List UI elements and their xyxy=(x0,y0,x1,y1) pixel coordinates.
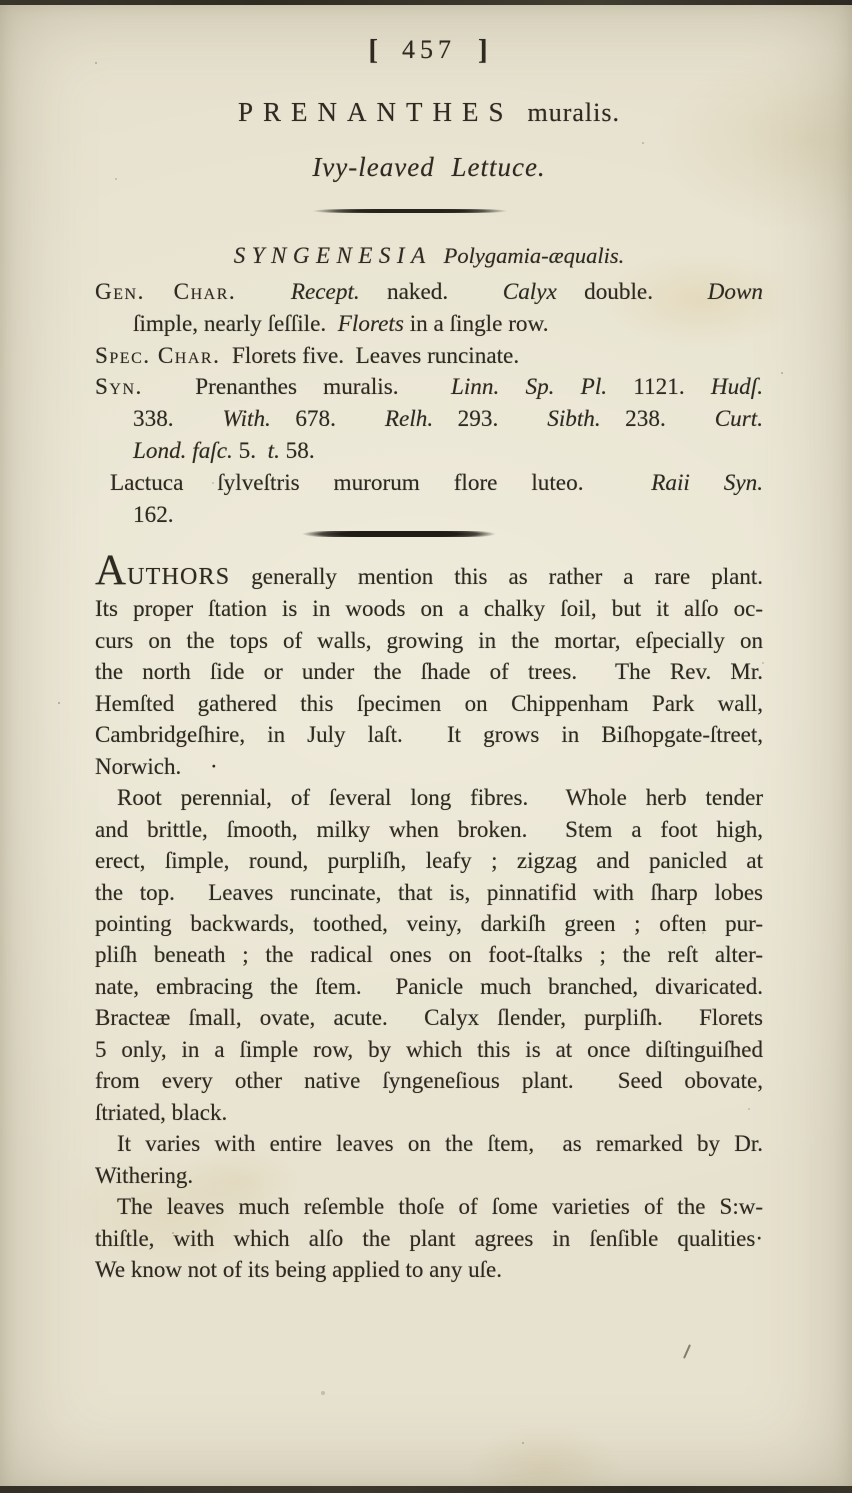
text-segment: 58. xyxy=(279,437,315,464)
text-line xyxy=(95,404,763,436)
linnaean-order: Polygamia-æqualis. xyxy=(443,243,625,268)
text-line xyxy=(95,341,763,373)
text-segment: Curt. xyxy=(714,406,764,433)
text-segment: thiſtle, with which alſo the plant agrees in ſenſible qualities· xyxy=(95,1225,763,1251)
text-segment: A xyxy=(95,547,128,594)
text-segment: Root perennial, of ſeveral long fibres. Whole herb tender xyxy=(117,785,763,811)
text-line xyxy=(95,1065,763,1096)
text-segment: Recept. xyxy=(290,279,360,305)
text-segment: Sibth. xyxy=(547,406,601,433)
text-line xyxy=(95,436,763,468)
text-line xyxy=(95,625,763,656)
common-name-subtitle: Ivy-leaved Lettuce. xyxy=(312,152,546,182)
page-title xyxy=(95,97,763,128)
text-segment: Down xyxy=(707,279,764,305)
text-line xyxy=(95,372,763,404)
text-line xyxy=(95,1160,763,1191)
text-segment: and brittle, ſmooth, milky when broken. Stem a foot high, xyxy=(95,816,763,842)
text-segment: ſtriated, black. xyxy=(95,1099,228,1125)
text-segment: Spec. Char. xyxy=(95,342,221,369)
body-text xyxy=(95,547,763,1285)
text-segment: Hemſted gathered this ſpecimen on Chippenham Park wall, xyxy=(95,690,763,716)
paragraph-variation xyxy=(95,1128,763,1191)
text-segment: pliſh beneath ; the radical ones on foot-ſtalks ; the reſt alter- xyxy=(95,942,763,968)
text-segment: Florets xyxy=(337,310,404,337)
scan-edge-bottom xyxy=(0,1486,852,1493)
page-number-line xyxy=(95,34,763,67)
text-segment: the north ſide or under the ſhade of trees. The Rev. Mr. xyxy=(95,659,763,685)
stray-pen-mark xyxy=(683,1344,691,1359)
divider-rule-top xyxy=(311,209,509,213)
text-segment: nate, embracing the ſtem. Panicle much branched, divaricated. xyxy=(95,973,763,999)
text-segment: Relh. xyxy=(384,406,434,433)
text-line xyxy=(95,500,763,532)
text-line xyxy=(95,1128,763,1159)
text-segment: from every other native ſyngeneſious plant. Seed obovate, xyxy=(95,1068,763,1094)
text-line xyxy=(95,845,763,876)
text-segment: Withering. xyxy=(95,1162,194,1188)
page-number-bracket-open: [ xyxy=(368,34,380,66)
text-segment: 1121. xyxy=(607,374,711,401)
species-name: muralis. xyxy=(527,98,620,127)
text-segment xyxy=(236,279,291,305)
text-segment: 678. xyxy=(270,406,385,433)
paragraph-description xyxy=(95,782,763,1128)
text-segment: Prenanthes muralis. xyxy=(142,374,451,401)
text-line xyxy=(95,1097,763,1128)
text-segment: 5 only, in a ſimple row, by which this is at once diſtinguiſhed xyxy=(95,1036,763,1062)
text-line xyxy=(95,814,763,845)
text-segment: Raii Syn. xyxy=(651,469,764,496)
text-segment: the top. Leaves runcinate, that is, pinnatifid with ſharp lobes xyxy=(95,879,763,905)
text-segment: double. xyxy=(556,279,708,305)
text-segment: We know not of its being applied to any uſe. xyxy=(95,1256,502,1282)
text-segment: Linn. Sp. Pl. xyxy=(450,374,608,401)
linnaean-class: SYNGENESIA xyxy=(233,243,432,268)
text-segment: 338. xyxy=(133,406,223,433)
text-line xyxy=(95,468,763,500)
text-segment: 162. xyxy=(133,501,174,528)
text-segment: 238. xyxy=(600,406,715,433)
paragraph-authors xyxy=(95,547,763,782)
paper-specks xyxy=(0,0,2,2)
text-line xyxy=(95,1254,763,1285)
classification-line xyxy=(95,243,763,269)
text-segment: in a ſingle row. xyxy=(403,310,549,337)
genus-name: PRENANTHES xyxy=(237,97,514,127)
text-line xyxy=(95,908,763,939)
text-line xyxy=(95,547,763,594)
scan-edge-top xyxy=(0,0,852,5)
text-segment: Gen. Char. xyxy=(95,279,237,305)
text-segment: Its proper ſtation is in woods on a chalky ſoil, but it alſo oc- xyxy=(95,596,763,622)
text-segment: Syn. xyxy=(95,374,143,401)
text-line xyxy=(95,593,763,624)
text-segment: Lond. faſc. xyxy=(133,437,233,464)
text-segment: 293. xyxy=(433,406,548,433)
text-segment: Bracteæ ſmall, ovate, acute. Calyx ſlender, purpliſh. Florets xyxy=(95,1005,763,1031)
text-segment: 5. xyxy=(232,437,268,464)
text-line xyxy=(95,1002,763,1033)
text-line xyxy=(95,782,763,813)
text-segment: Lactuca ſylveſtris murorum flore luteo. xyxy=(110,469,652,496)
page-number-bracket-close: ] xyxy=(478,34,490,66)
text-segment: UTHORS xyxy=(127,564,231,590)
text-segment: Norwich. · xyxy=(95,753,218,779)
text-line xyxy=(95,277,763,309)
text-line xyxy=(95,688,763,719)
text-segment: curs on the tops of walls, growing in the mortar, eſpecially on xyxy=(95,627,763,653)
paragraph-remarks xyxy=(95,1191,763,1285)
text-segment: With. xyxy=(222,406,271,433)
text-segment: The leaves much reſemble thoſe of ſome varieties of the S:w- xyxy=(117,1194,763,1220)
text-segment: It varies with entire leaves on the ſtem, as remarked by Dr. xyxy=(117,1131,763,1157)
text-line xyxy=(95,1223,763,1254)
text-segment: naked. xyxy=(359,279,503,305)
text-segment: generally mention this as rather a rare plant. xyxy=(230,564,763,589)
text-segment: pointing backwards, toothed, veiny, darkiſh green ; often pur- xyxy=(95,910,763,936)
divider-rule-bottom xyxy=(301,531,497,537)
text-line xyxy=(95,719,763,750)
text-segment: Florets five. Leaves runcinate. xyxy=(220,342,520,369)
text-line xyxy=(95,309,763,341)
text-segment: erect, ſimple, round, purpliſh, leafy ; zigzag and panicled at xyxy=(95,848,763,874)
text-line xyxy=(95,1191,763,1222)
text-line xyxy=(95,971,763,1002)
text-line xyxy=(95,656,763,687)
text-segment: t. xyxy=(267,437,280,464)
text-line xyxy=(95,1034,763,1065)
text-line xyxy=(95,939,763,970)
character-synonym-block xyxy=(95,277,763,531)
page-number: 457 xyxy=(402,35,456,64)
text-line xyxy=(95,751,763,782)
text-segment: Hudſ. xyxy=(710,374,763,401)
text-segment: ſimple, nearly ſeſſile. xyxy=(133,310,338,337)
text-line xyxy=(95,877,763,908)
text-segment: Calyx xyxy=(502,279,557,305)
text-segment: Cambridgeſhire, in July laſt. It grows in Biſhopgate-ſtreet, xyxy=(95,722,763,748)
